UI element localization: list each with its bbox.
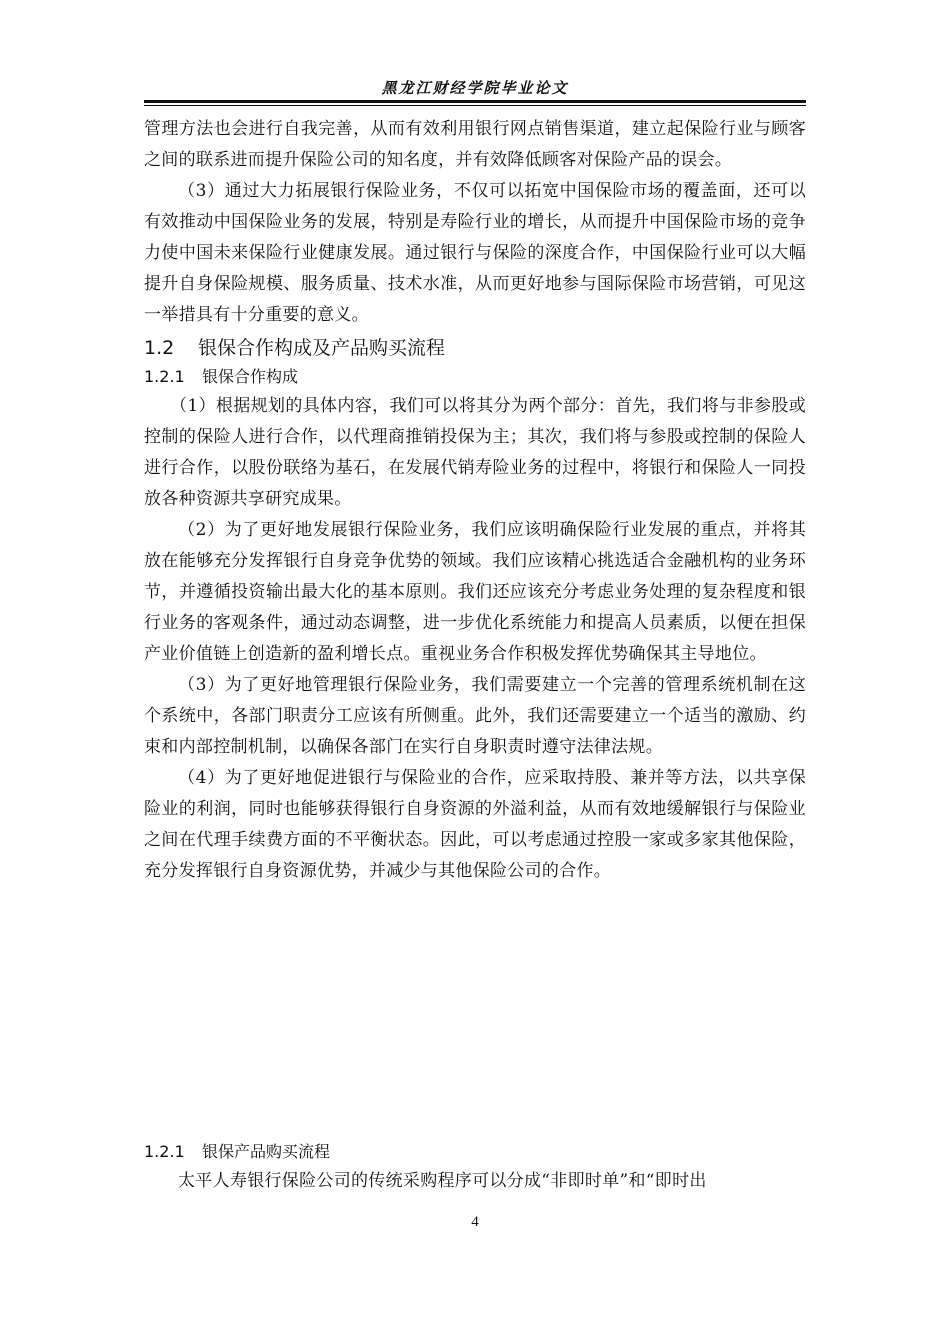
paragraph-point-3: （3）通过大力拓展银行保险业务，不仅可以拓宽中国保险市场的覆盖面，还可以有效推动中国保险业务的发展，特别是寿险行业的增长，从而提升中国保险市场的竞争力使中国未来保险行业健康发展。通过银行与保险的深度合作，中国保险行业可以大幅提升自身保险规模、服务质量、技术水准，从而更好地参与国际保险市场营销，可见这一举措具有十分重要的意义。 bbox=[144, 181, 806, 325]
subsection-number: 1.2.1 bbox=[144, 1142, 185, 1161]
section-number: 1.2 bbox=[144, 337, 175, 359]
paragraph-cooperation-2: （2）为了更好地发展银行保险业务，我们应该明确保险行业发展的重点，并将其放在能够充分发挥银行自身竞争优势的领域。我们应该精心挑选适合金融机构的业务环节，并遵循投资输出最大化的基本原则。我们还应该充分考虑业务处理的复杂程度和银行业务的客观条件，通过动态调整，进一步优化系统能力和提高人员素质，以便在担保产业价值链上创造新的盈利增长点。重视业务合作积极发挥优势确保其主导地位。 bbox=[144, 520, 806, 664]
body-text bbox=[144, 114, 806, 887]
paragraph-continuation: 管理方法也会进行自我完善，从而有效利用银行网点销售渠道，建立起保险行业与顾客之间的联系进而提升保险公司的知名度，并有效降低顾客对保险产品的误会。 bbox=[144, 119, 806, 170]
paragraph-purchase: 太平人寿银行保险公司的传统采购程序可以分成“非即时单”和“即时出 bbox=[178, 1171, 707, 1191]
subsection-number: 1.2.1 bbox=[144, 367, 185, 386]
subsection-heading-purchase bbox=[144, 1138, 806, 1166]
running-header: 黑龙江财经学院毕业论文 bbox=[381, 79, 569, 97]
subsection-heading-cooperation bbox=[144, 363, 806, 391]
paragraph-cooperation-3: （3）为了更好地管理银行保险业务，我们需要建立一个完善的管理系统机制在这个系统中，各部门职责分工应该有所侧重。此外，我们还需要建立一个适当的激励、约束和内部控制机制，以确保各部门在实行自身职责时遵守法律法规。 bbox=[144, 675, 806, 757]
paragraph-cooperation-1: （1）根据规划的具体内容，我们可以将其分为两个部分：首先，我们将与非参股或控制的保险人进行合作，以代理商推销投保为主；其次，我们将与参股或控制的保险人进行合作，以股份联络为基石，在发展代销寿险业务的过程中，将银行和保险人一同投放各种资源共享研究成果。 bbox=[144, 396, 806, 509]
header-rule-thin bbox=[144, 105, 806, 106]
paragraph-cooperation-4: （4）为了更好地促进银行与保险业的合作，应采取持股、兼并等方法，以共享保险业的利润，同时也能够获得银行自身资源的外溢利益，从而有效地缓解银行与保险业之间在代理手续费方面的不平衡状态。因此，可以考虑通过控股一家或多家其他保险，充分发挥银行自身资源优势，并减少与其他保险公司的合作。 bbox=[144, 768, 806, 881]
subsection-title: 银保合作构成 bbox=[202, 367, 299, 386]
section-title: 银保合作构成及产品购买流程 bbox=[198, 337, 446, 359]
header-rule-thick bbox=[144, 100, 806, 103]
lower-section bbox=[144, 1138, 806, 1197]
page-number: 4 bbox=[471, 1214, 479, 1230]
section-heading-1-2 bbox=[144, 333, 806, 363]
subsection-title: 银保产品购买流程 bbox=[202, 1142, 331, 1161]
